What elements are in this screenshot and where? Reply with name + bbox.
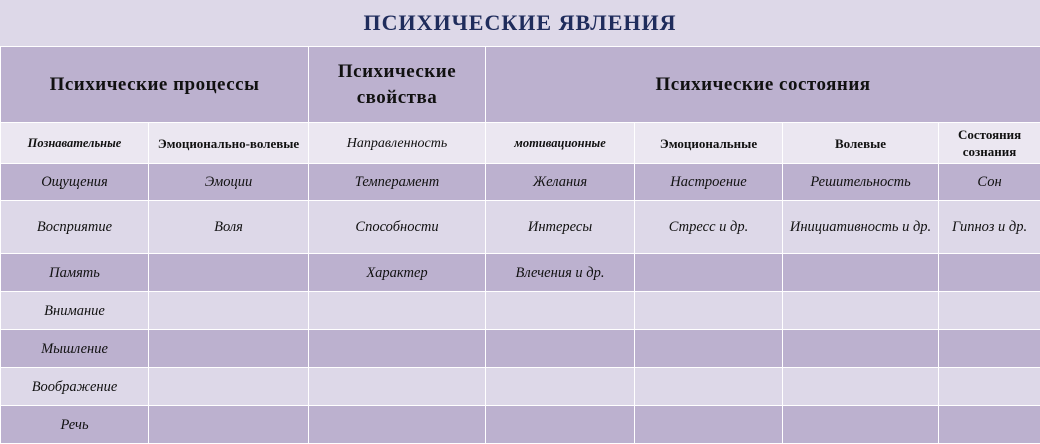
table-cell: [783, 368, 939, 406]
table-cell: [635, 368, 783, 406]
table-cell: Воля: [149, 201, 309, 254]
table-row: [1, 330, 1040, 368]
subheader-cognitive: Познавательные: [1, 123, 149, 164]
table-cell: Способности: [309, 201, 486, 254]
table-cell: Сон: [939, 164, 1040, 201]
subheader-motivational: мотивационные: [486, 123, 635, 164]
table-row: [1, 368, 1040, 406]
table-cell: Темперамент: [309, 164, 486, 201]
table-cell: [939, 292, 1040, 330]
table-cell: Внимание: [1, 292, 149, 330]
table-cell: [783, 406, 939, 444]
table-cell: [486, 330, 635, 368]
table-cell: [783, 292, 939, 330]
table-cell: [486, 406, 635, 444]
table-cell: Характер: [309, 254, 486, 292]
table-row: [1, 201, 1040, 254]
table-cell: Эмоции: [149, 164, 309, 201]
table-cell: [149, 254, 309, 292]
table-row: [1, 406, 1040, 444]
table-cell: [309, 330, 486, 368]
table-cell: Воображение: [1, 368, 149, 406]
page-title: ПСИХИЧЕСКИЕ ЯВЛЕНИЯ: [0, 0, 1040, 46]
table-cell: Гипноз и др.: [939, 201, 1040, 254]
table-cell: [783, 254, 939, 292]
subheader-orientation: Направленность: [309, 123, 486, 164]
table-cell: Влечения и др.: [486, 254, 635, 292]
table-cell: Восприятие: [1, 201, 149, 254]
table-cell: [939, 254, 1040, 292]
table-cell: Инициативность и др.: [783, 201, 939, 254]
table-row: [1, 164, 1040, 201]
group-header-states: Психические состояния: [486, 47, 1040, 123]
table-cell: [635, 330, 783, 368]
table-cell: [309, 406, 486, 444]
subheader-consciousness-states: Состояния сознания: [939, 123, 1040, 164]
group-header-processes: Психические процессы: [1, 47, 309, 123]
subheader-emotional-volitional: Эмоционально-волевые: [149, 123, 309, 164]
table-row: [1, 292, 1040, 330]
table-cell: [149, 330, 309, 368]
table-cell: Речь: [1, 406, 149, 444]
table-cell: Интересы: [486, 201, 635, 254]
table-cell: [939, 406, 1040, 444]
table-cell: Мышление: [1, 330, 149, 368]
table-cell: Ощущения: [1, 164, 149, 201]
table-cell: [635, 406, 783, 444]
table-cell: [783, 330, 939, 368]
table-cell: [149, 406, 309, 444]
group-header-row: [1, 47, 1040, 123]
table-cell: Решительность: [783, 164, 939, 201]
table-cell: Память: [1, 254, 149, 292]
table-cell: [939, 330, 1040, 368]
table-cell: [939, 368, 1040, 406]
table-cell: [486, 368, 635, 406]
table-cell: [149, 368, 309, 406]
table-cell: Стресс и др.: [635, 201, 783, 254]
table-cell: Настроение: [635, 164, 783, 201]
table-cell: [486, 292, 635, 330]
table-cell: Желания: [486, 164, 635, 201]
table-cell: [309, 368, 486, 406]
phenomena-table: [0, 46, 1040, 444]
table-row: [1, 254, 1040, 292]
subheader-emotional: Эмоциональные: [635, 123, 783, 164]
subheader-row: [1, 123, 1040, 164]
table-cell: [149, 292, 309, 330]
subheader-volitional: Волевые: [783, 123, 939, 164]
table-cell: [635, 254, 783, 292]
table-cell: [309, 292, 486, 330]
table-cell: [635, 292, 783, 330]
group-header-properties: Психические свойства: [309, 47, 486, 123]
